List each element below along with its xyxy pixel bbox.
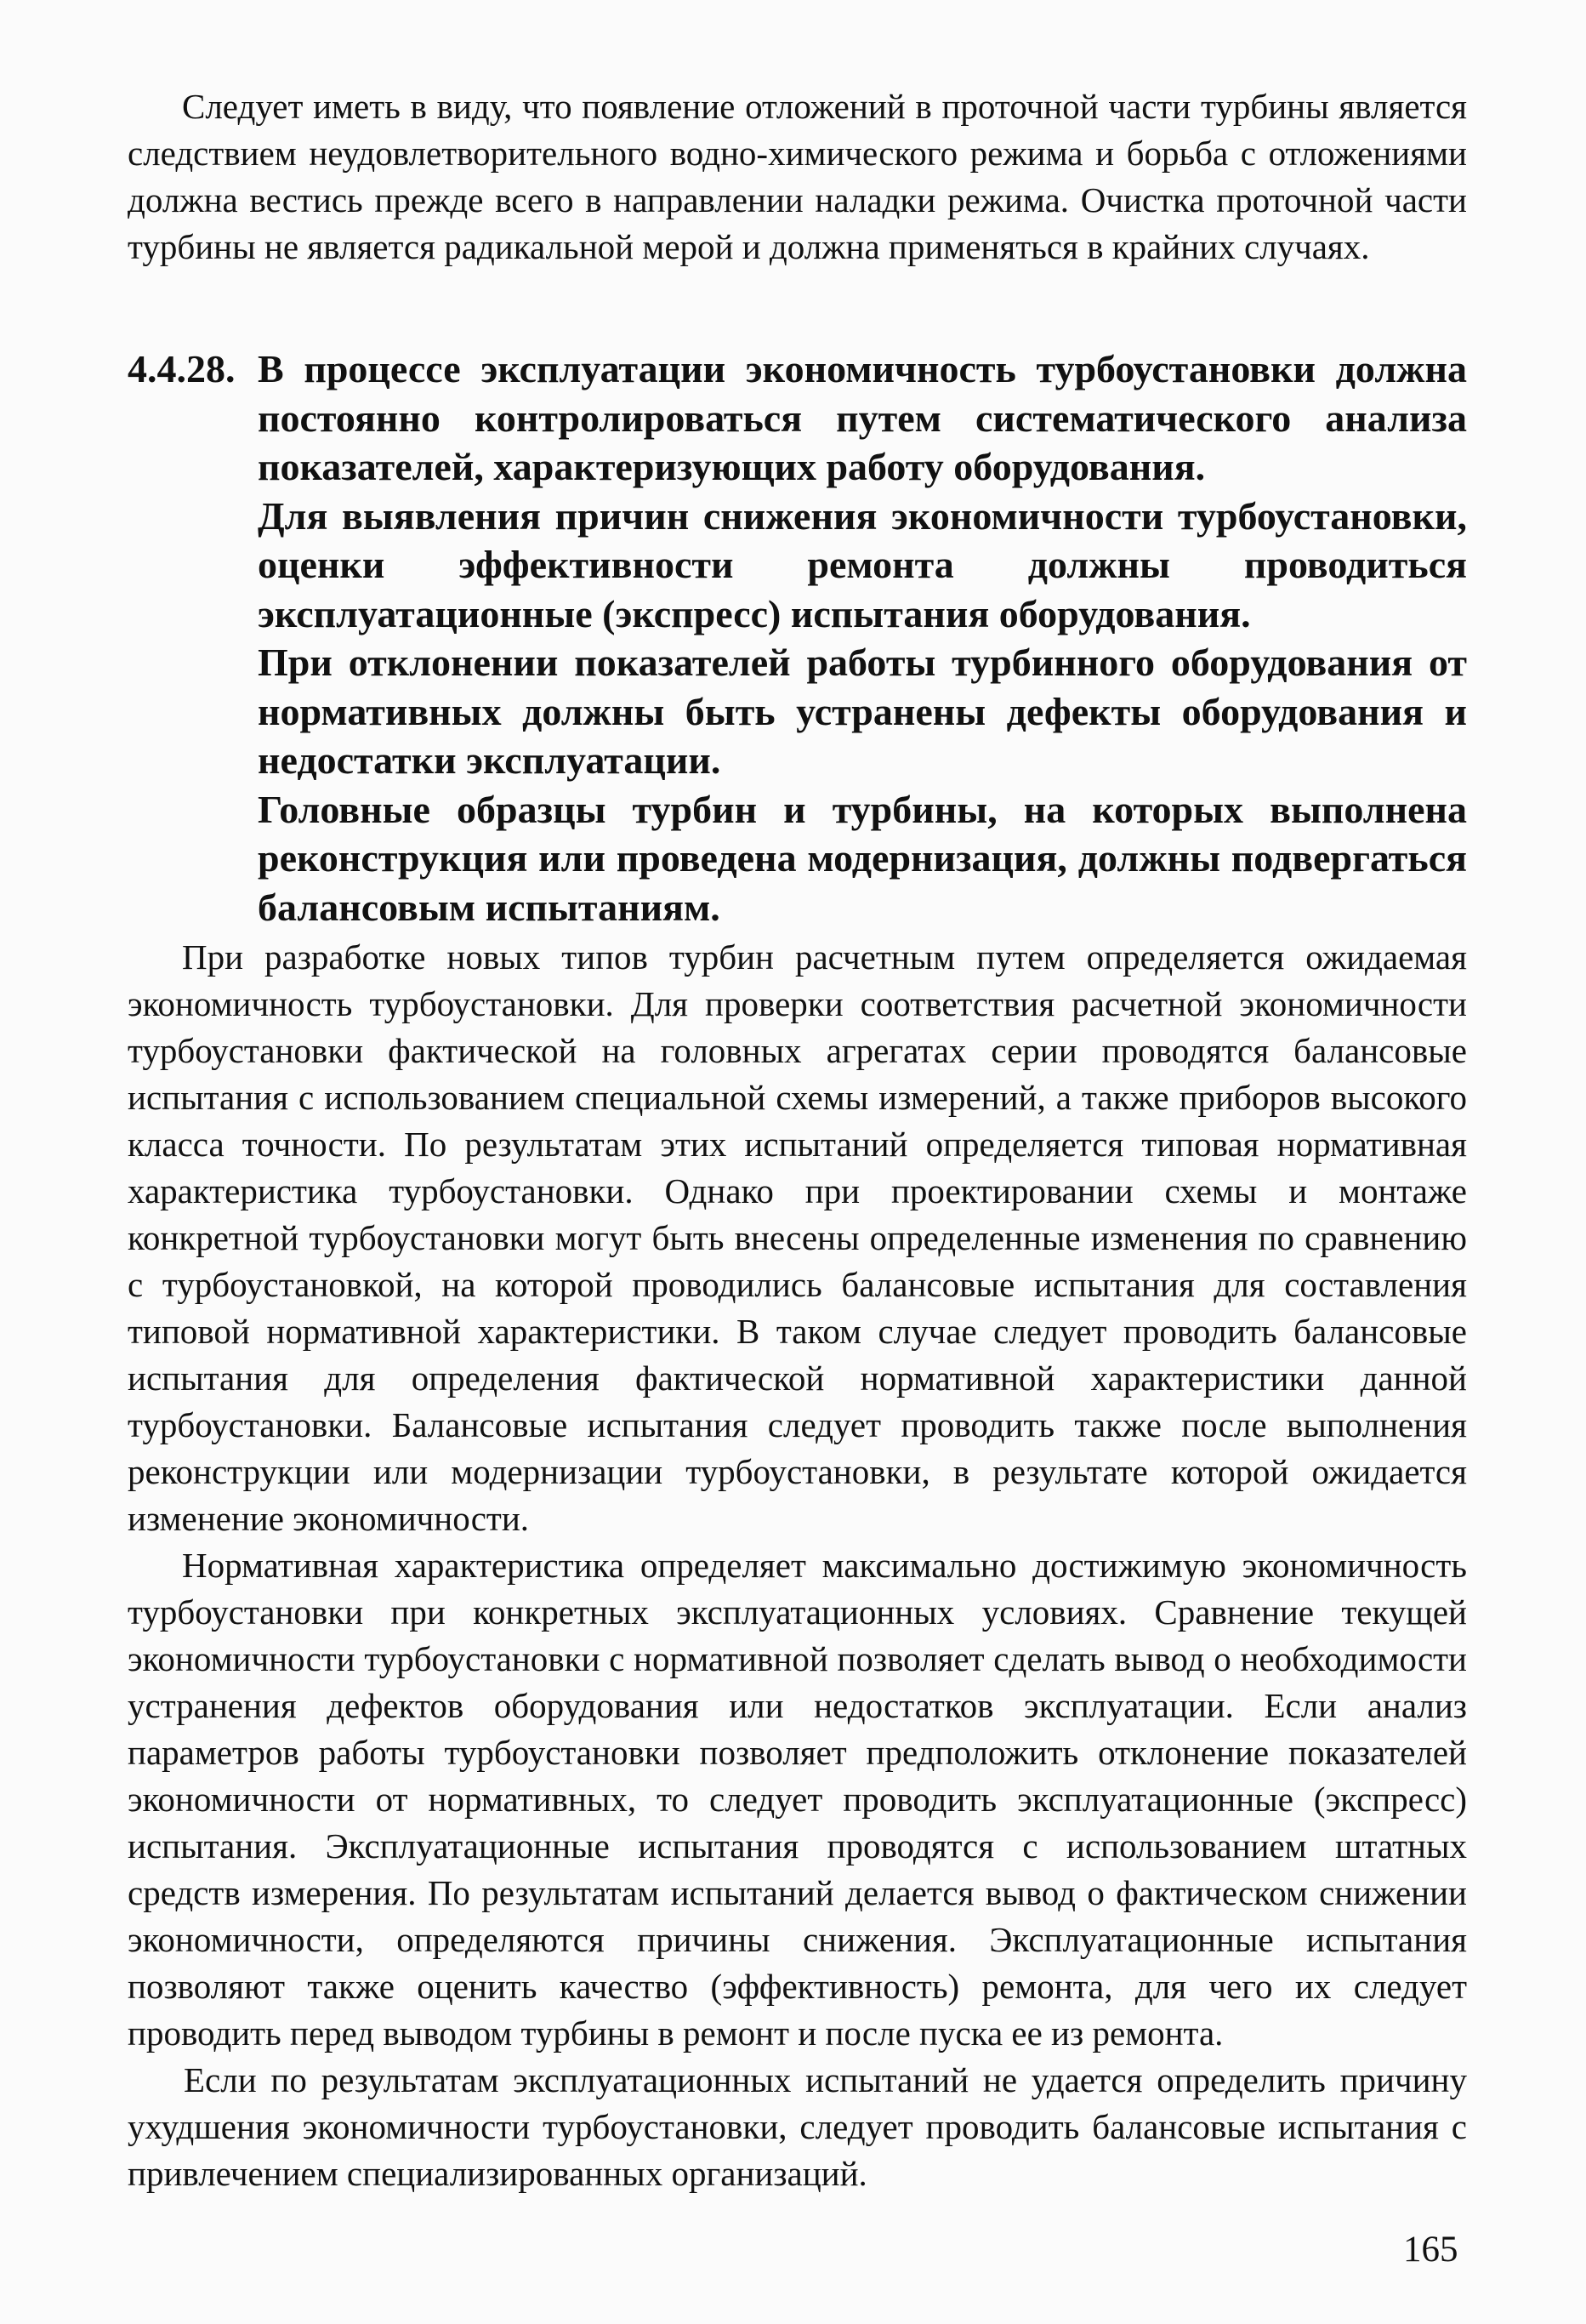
section-paragraph: Для выявления причин снижения экономичности турбоустановки, оценки эффективности ремонта должны проводиться эксплуатационные (экспресс) испытания оборудования. xyxy=(258,493,1467,635)
main-text xyxy=(128,934,1467,2197)
section-paragraph: В процессе эксплуатации экономичность турбоустановки должна постоянно контролироваться путем систематического анализа показателей, характеризующих работу оборудования. xyxy=(258,347,1467,488)
body-paragraph: Нормативная характеристика определяет максимально достижимую экономичность турбоустановки при конкретных эксплуатационных условиях. Сравнение текущей экономичности турбоустановки с нормативной позволяет сделать вывод о необходимости устранения дефектов оборудования или недостатков эксплуатации. Если анализ параметров работы турбоустановки позволяет предположить отклонение показателей экономичности от нормативных, то следует проводить эксплуатационные (экспресс) испытания. Эксплуатационные испытания проводятся с использованием штатных средств измерения. По результатам испытаний делается вывод о фактическом снижении экономичности, определяются причины снижения. Эксплуатационные испытания позволяют также оценить качество (эффективность) ремонта, для чего их следует проводить перед выводом турбины в ремонт и после пуска ее из ремонта. xyxy=(128,1546,1467,2053)
intro-paragraph: Следует иметь в виду, что появление отложений в проточной части турбины является следствием неудовлетворительного водно-химического режима и борьба с отложениями должна вестись прежде всего в направлении наладки режима. Очистка проточной части турбины не является радикальной мерой и должна применяться в крайних случаях. xyxy=(128,87,1467,266)
section-number: 4.4.28. xyxy=(128,347,236,390)
page-number: 165 xyxy=(1403,2230,1458,2270)
section-paragraph: При отклонении показателей работы турбинного оборудования от нормативных должны быть устранены дефекты оборудования и недостатки эксплуатации. xyxy=(258,641,1467,782)
body-paragraph: При разработке новых типов турбин расчетным путем определяется ожидаемая экономичность турбоустановки. Для проверки соответствия расчетной экономичности турбоустановки фактической на головных агрегатах серии проводятся балансовые испытания с использованием специальной схемы измерений, а также приборов высокого класса точности. По результатам этих испытаний определяется типовая нормативная характеристика турбоустановки. Однако при проектировании схемы и монтаже конкретной турбоустановки могут быть внесены определенные изменения по сравнению с турбоустановкой, на которой проводились балансовые испытания для составления типовой нормативной характеристики. В таком случае следует проводить балансовые испытания для определения фактической нормативной характеристики данной турбоустановки. Балансовые испытания следует проводить также после выполнения реконструкции или модернизации турбоустановки, в результате которой ожидается изменение экономичности. xyxy=(128,937,1467,1538)
body-paragraph: Если по результатам эксплуатационных испытаний не удается определить причину ухудшения экономичности турбоустановки, следует проводить балансовые испытания с привлечением специализированных организаций. xyxy=(128,2060,1467,2193)
section-paragraph: Головные образцы турбин и турбины, на которых выполнена реконструкция или проведена модернизация, должны подвергаться балансовым испытаниям. xyxy=(258,787,1467,929)
section-body xyxy=(258,345,1467,931)
